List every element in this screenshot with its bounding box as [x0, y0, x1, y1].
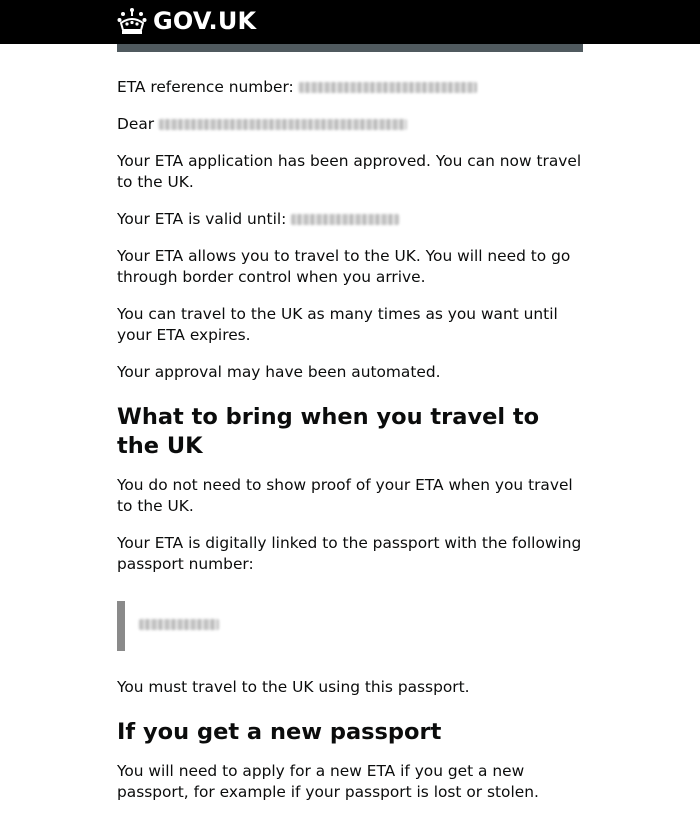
greeting-line: [117, 114, 587, 135]
approved-text: Your ETA application has been approved. You can now travel to the UK.: [117, 152, 582, 191]
automated-text: Your approval may have been automated.: [117, 363, 441, 381]
govuk-header: [0, 0, 700, 44]
reference-label: ETA reference number:: [117, 78, 294, 96]
new-passport-heading: If you get a new passport: [117, 719, 442, 745]
border-control-text: Your ETA allows you to travel to the UK. You will need to go through border control when you arrive.: [117, 247, 571, 286]
redacted-reference: [299, 82, 477, 93]
redacted-date: [291, 214, 399, 225]
new-passport-text: You will need to apply for a new ETA if you get a new passport, for example if your passport is lost or stolen.: [117, 762, 539, 801]
logo-text: GOV.UK: [153, 7, 257, 35]
bring-heading: What to bring when you travel to the UK: [117, 404, 540, 459]
header-rule: [117, 44, 583, 52]
inset-border: [117, 601, 125, 651]
reference-line: [117, 77, 587, 98]
passport-inset: [117, 601, 587, 651]
valid-until-label: Your ETA is valid until:: [117, 210, 287, 228]
valid-until-line: [117, 209, 587, 230]
email-body: [117, 77, 587, 819]
redacted-passport-number: [139, 619, 219, 630]
greeting: Dear: [117, 115, 155, 133]
linked-text: Your ETA is digitally linked to the passport with the following passport number:: [117, 534, 582, 573]
crown-icon: [117, 7, 147, 35]
govuk-logo[interactable]: [117, 6, 256, 36]
must-travel-text: You must travel to the UK using this passport.: [117, 678, 470, 696]
no-proof-text: You do not need to show proof of your ETA when you travel to the UK.: [117, 476, 573, 515]
multiple-travel-text: You can travel to the UK as many times as you want until your ETA expires.: [117, 305, 558, 344]
redacted-name: [159, 119, 407, 130]
